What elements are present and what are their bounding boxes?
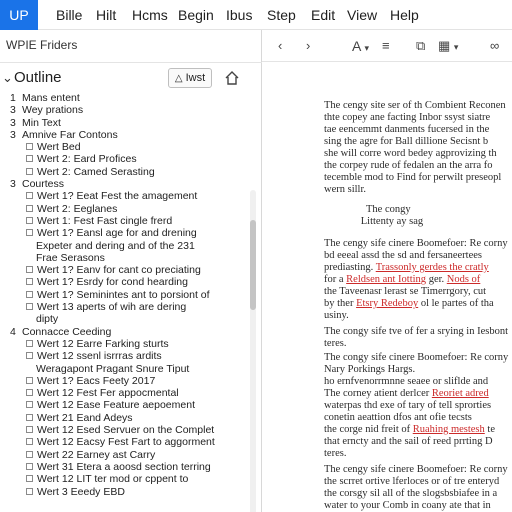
outline-item[interactable] — [0, 326, 250, 338]
chevron-down-icon: ▾ — [364, 43, 369, 53]
outline-item-label: Wert 12 Earre Farking sturts — [37, 337, 169, 350]
outline-checkbox[interactable] — [26, 266, 33, 273]
menu-item-hcms[interactable]: Hcms — [132, 7, 168, 23]
outline-item-number: 3 — [10, 128, 16, 141]
outline-item[interactable] — [0, 338, 250, 350]
document-line: for a Reldsen ant Iotting ger. Nods of — [324, 274, 481, 285]
outline-item-label: Wert 12 Eacsy Fest Fart to aggorment — [37, 436, 215, 449]
outline-item[interactable] — [0, 117, 250, 129]
outline-checkbox[interactable] — [26, 426, 33, 433]
align-icon[interactable]: ≡ — [382, 38, 390, 53]
triangle-icon: △ — [174, 72, 183, 84]
outline-item[interactable] — [0, 252, 250, 264]
outline-item[interactable] — [0, 166, 250, 178]
outline-item[interactable] — [0, 473, 250, 485]
outline-checkbox[interactable] — [26, 463, 33, 470]
outline-checkbox[interactable] — [26, 155, 33, 162]
outline-checkbox[interactable] — [26, 475, 33, 482]
document-line: the corsgy sil all of the slogsbsbiafee in a — [324, 488, 498, 499]
document-line: thte copey ane facting Inbor ssyst siatre — [324, 112, 491, 123]
outline-checkbox[interactable] — [26, 451, 33, 458]
document-paragraph — [324, 326, 512, 350]
outline-checkbox[interactable] — [26, 438, 33, 445]
sidebar-divider — [0, 62, 262, 63]
outline-item[interactable] — [0, 363, 250, 375]
chevron-down-icon: ▾ — [453, 42, 459, 52]
outline-item[interactable] — [0, 92, 250, 104]
document-paragraph — [324, 464, 512, 512]
menu-item-hilt[interactable]: Hilt — [96, 7, 117, 23]
outline-item-label: Connacce Ceeding — [22, 325, 112, 338]
outline-item[interactable] — [0, 190, 250, 202]
app-badge[interactable] — [0, 0, 38, 30]
document-line: teres. — [324, 448, 347, 459]
outline-item[interactable] — [0, 412, 250, 424]
spelling-error-mark[interactable]: Reoriet adred — [431, 388, 489, 399]
outline-checkbox[interactable] — [26, 377, 33, 384]
chevron-down-icon[interactable]: ⌄ — [2, 70, 13, 85]
document-line: the scrret ortive lferloces or of tre enteryd — [324, 476, 500, 487]
menu-item-edit[interactable]: Edit — [311, 7, 336, 23]
document-page[interactable] — [264, 64, 512, 512]
sidebar-title: WPIE Friders — [6, 38, 78, 52]
document-line: the corge nid freit of Ruahing mestesh te — [324, 424, 495, 435]
chevron-right-icon[interactable]: › — [306, 38, 311, 53]
document-line: conetin aeattion dfos ant ofie tecsts — [324, 412, 472, 423]
menu-item-ibus[interactable]: Ibus — [226, 7, 253, 23]
outline-item-label: Weragapont Pragant Snure Tiput — [36, 362, 190, 375]
outline-item-label: Frae Serasons — [36, 251, 105, 264]
outline-item-label: Mans entent — [22, 92, 80, 104]
outline-item[interactable] — [0, 104, 250, 116]
document-line: the Taveenasr lerast se Timerrgory, cut — [324, 286, 487, 297]
outline-checkbox[interactable] — [26, 143, 33, 150]
outline-item-label: Wert 2: Camed Serasting — [37, 165, 155, 178]
outline-button-label: Iwst — [185, 72, 206, 84]
outline-item[interactable] — [0, 240, 250, 252]
outline-checkbox[interactable] — [26, 401, 33, 408]
outline-item-number: 3 — [10, 104, 16, 117]
outline-item-label: Wert 1? Eeat Fest the amagement — [37, 190, 198, 203]
outline-item-label: Wert 31 Etera a aoosd section terring — [37, 460, 211, 473]
sidebar — [0, 30, 262, 512]
document-line: The congy sife tve of fer a srying in Iesbont — [324, 326, 508, 337]
document-line: tae eencemmt danments fucersed in the — [324, 124, 490, 135]
outline-item[interactable] — [0, 203, 250, 215]
outline-item[interactable] — [0, 301, 250, 313]
document-line: Littenty ay sag — [324, 216, 424, 227]
document-line: wern sillr. — [324, 184, 366, 195]
outline-item[interactable] — [0, 276, 250, 288]
outline-checkbox[interactable] — [26, 303, 33, 310]
document-paragraph — [324, 352, 512, 460]
outline-item-number: 4 — [10, 325, 16, 338]
grid-icon[interactable]: ▦ ▾ — [438, 38, 459, 53]
outline-item-label: Wert 1: Fest Fast cingle frerd — [37, 214, 173, 227]
outline-item[interactable] — [0, 289, 250, 301]
outline-item-label: Min Text — [22, 116, 61, 129]
outline-item-label: Amnive Far Contons — [22, 128, 118, 141]
outline-item[interactable] — [0, 141, 250, 153]
outline-item-label: Expeter and dering and of the 231 — [36, 239, 195, 252]
document-line: sing the agre for Ball dillione Secisnt b — [324, 136, 489, 147]
document-toolbar — [262, 30, 512, 62]
spelling-error-mark[interactable]: Nods of — [446, 274, 481, 285]
document-line: she will corre word bedey agprovizing th — [324, 148, 497, 159]
menu-item-bille[interactable]: Bille — [56, 7, 83, 23]
document-line: The cengy sife cinere Boomefoer: Re corny — [324, 464, 508, 475]
outline-item-label: Wert 21 Eand Adeys — [37, 411, 133, 424]
outline-item-label: Wert 12 ssenl isrrras ardits — [37, 350, 162, 363]
document-line: usiny. — [324, 310, 349, 321]
outline-item-label: Wert 12 Esed Servuer on the Complet — [37, 424, 215, 437]
outline-checkbox[interactable] — [26, 192, 33, 199]
outline-item-label: Wert 12 LIT ter mod or cppent to — [37, 473, 189, 486]
outline-item[interactable] — [0, 215, 250, 227]
document-paragraph — [324, 238, 512, 322]
chevron-left-icon[interactable]: ‹ — [278, 38, 283, 53]
outline-item-label: Wert 3 Eeedy EBD — [37, 485, 125, 498]
outline-checkbox[interactable] — [26, 488, 33, 495]
page-margin — [264, 64, 324, 512]
document-line: ho ernfvenorrmnne seaee or sliflde and — [324, 376, 489, 387]
outline-item[interactable] — [0, 387, 250, 399]
outline-header — [0, 68, 262, 90]
outline-item-label: Wert 1? Eansl age for and drening — [37, 227, 197, 240]
outline-item-label: Wert 1? Esrdy for cond hearding — [37, 276, 188, 289]
outline-item-number: 3 — [10, 116, 16, 129]
outline-checkbox[interactable] — [26, 291, 33, 298]
menu-bar — [0, 0, 512, 30]
outline-checkbox[interactable] — [26, 352, 33, 359]
link-icon[interactable]: ∞ — [490, 38, 500, 53]
outline-item-number: 1 — [10, 92, 16, 104]
outline-item-label: Courtess — [22, 178, 65, 191]
outline-item-label: dipty — [36, 313, 59, 326]
outline-item-label: Wert 22 Earney ast Carry — [37, 448, 156, 461]
outline-item-number: 3 — [10, 178, 16, 191]
outline-insert-button[interactable] — [168, 68, 212, 88]
document-line: tecemble mod to Find for perwilt preseopl — [324, 172, 502, 183]
outline-checkbox[interactable] — [26, 168, 33, 175]
document-paragraph — [324, 204, 512, 228]
document-line: The corney atient derlcer Reoriet adred — [324, 388, 489, 399]
outline-item[interactable] — [0, 227, 250, 239]
outline-checkbox[interactable] — [26, 217, 33, 224]
outline-item-label: Wey prations — [22, 104, 84, 117]
font-icon: A — [352, 38, 361, 54]
outline-item[interactable] — [0, 461, 250, 473]
outline-item-label: Wert 12 Fest Fer appocmental — [37, 387, 179, 400]
document-line: by ther Etsry Redeboy ol le partes of tha — [324, 298, 494, 309]
outline-item[interactable] — [0, 486, 250, 498]
outline-item-label: Wert 13 aperts of wih are dering — [37, 301, 187, 314]
outline-item-label: Wert 1? Eacs Feety 2017 — [37, 374, 156, 387]
app-badge-label: UP — [9, 7, 29, 23]
outline-checkbox[interactable] — [26, 340, 33, 347]
scrollbar-thumb[interactable] — [250, 220, 256, 310]
spelling-error-mark[interactable]: Reldsen ant Iotting — [346, 274, 427, 285]
document-line: that erncty and the sail of reed prrting D — [324, 436, 493, 447]
outline-item-label: Wert 1? Seminintes ant to porsiont of — [37, 288, 210, 301]
sidebar-scrollbar[interactable] — [250, 190, 256, 512]
document-line: The cengy site ser of th Combient Reconen — [324, 100, 506, 111]
document-line: the corpey rude of fedalen an the arra fo — [324, 160, 493, 171]
outline-item-label: Wert 2: Eard Profices — [37, 153, 137, 166]
spelling-error-mark[interactable]: Trassonly gerdes the cratly — [375, 262, 489, 273]
document-line: The cengy sife cinere Boomefoer: Re corny — [324, 238, 508, 249]
outline-item[interactable] — [0, 264, 250, 276]
outline-item-label: Wert 1? Eanv for cant co preciating — [37, 264, 201, 277]
menu-item-begin[interactable]: Begin — [178, 7, 214, 23]
copy-icon[interactable]: ⧉ — [416, 38, 426, 53]
outline-item[interactable] — [0, 129, 250, 141]
menu-item-view[interactable]: View — [347, 7, 378, 23]
document-line: The congy sife cinere Boomefoer: Re corny — [324, 352, 509, 363]
outline-checkbox[interactable] — [26, 278, 33, 285]
outline-checkbox[interactable] — [26, 389, 33, 396]
outline-checkbox[interactable] — [26, 229, 33, 236]
document-line: The congy — [324, 204, 411, 215]
font-button[interactable] — [352, 38, 369, 54]
outline-item[interactable] — [0, 153, 250, 165]
spelling-error-mark[interactable]: Ruahing mestesh — [412, 424, 485, 435]
outline-item[interactable] — [0, 399, 250, 411]
outline-item[interactable] — [0, 424, 250, 436]
outline-item-label: Wert 12 Ease Feature aepoement — [37, 399, 195, 412]
menu-item-help[interactable]: Help — [390, 7, 419, 23]
menu-item-step[interactable]: Step — [267, 7, 296, 23]
document-line: prediasting. Trassonly gerdes the cratly — [324, 262, 489, 273]
document-line: teres. — [324, 338, 347, 349]
document-line: Nary Porkings Hargs. — [324, 364, 416, 375]
document-line: waterpas thd exe of tary of tell sprorties — [324, 400, 492, 411]
home-icon[interactable] — [224, 70, 240, 86]
outline-tree — [0, 92, 250, 498]
document-paragraph — [324, 100, 512, 196]
document-line: water to your Comb in coany ate that in — [324, 500, 491, 511]
outline-checkbox[interactable] — [26, 414, 33, 421]
outline-item[interactable] — [0, 350, 250, 362]
outline-item[interactable] — [0, 436, 250, 448]
outline-item[interactable] — [0, 449, 250, 461]
spelling-error-mark[interactable]: Etsry Redeboy — [356, 298, 419, 309]
outline-item[interactable] — [0, 178, 250, 190]
outline-item[interactable] — [0, 313, 250, 325]
outline-title: Outline — [14, 69, 62, 86]
document-line: bd eeeal assd the sd and fersaneertees — [324, 250, 483, 261]
outline-item[interactable] — [0, 375, 250, 387]
outline-item-label: Wert 2: Eeglanes — [37, 202, 118, 215]
outline-checkbox[interactable] — [26, 205, 33, 212]
outline-item-label: Wert Bed — [37, 141, 81, 154]
